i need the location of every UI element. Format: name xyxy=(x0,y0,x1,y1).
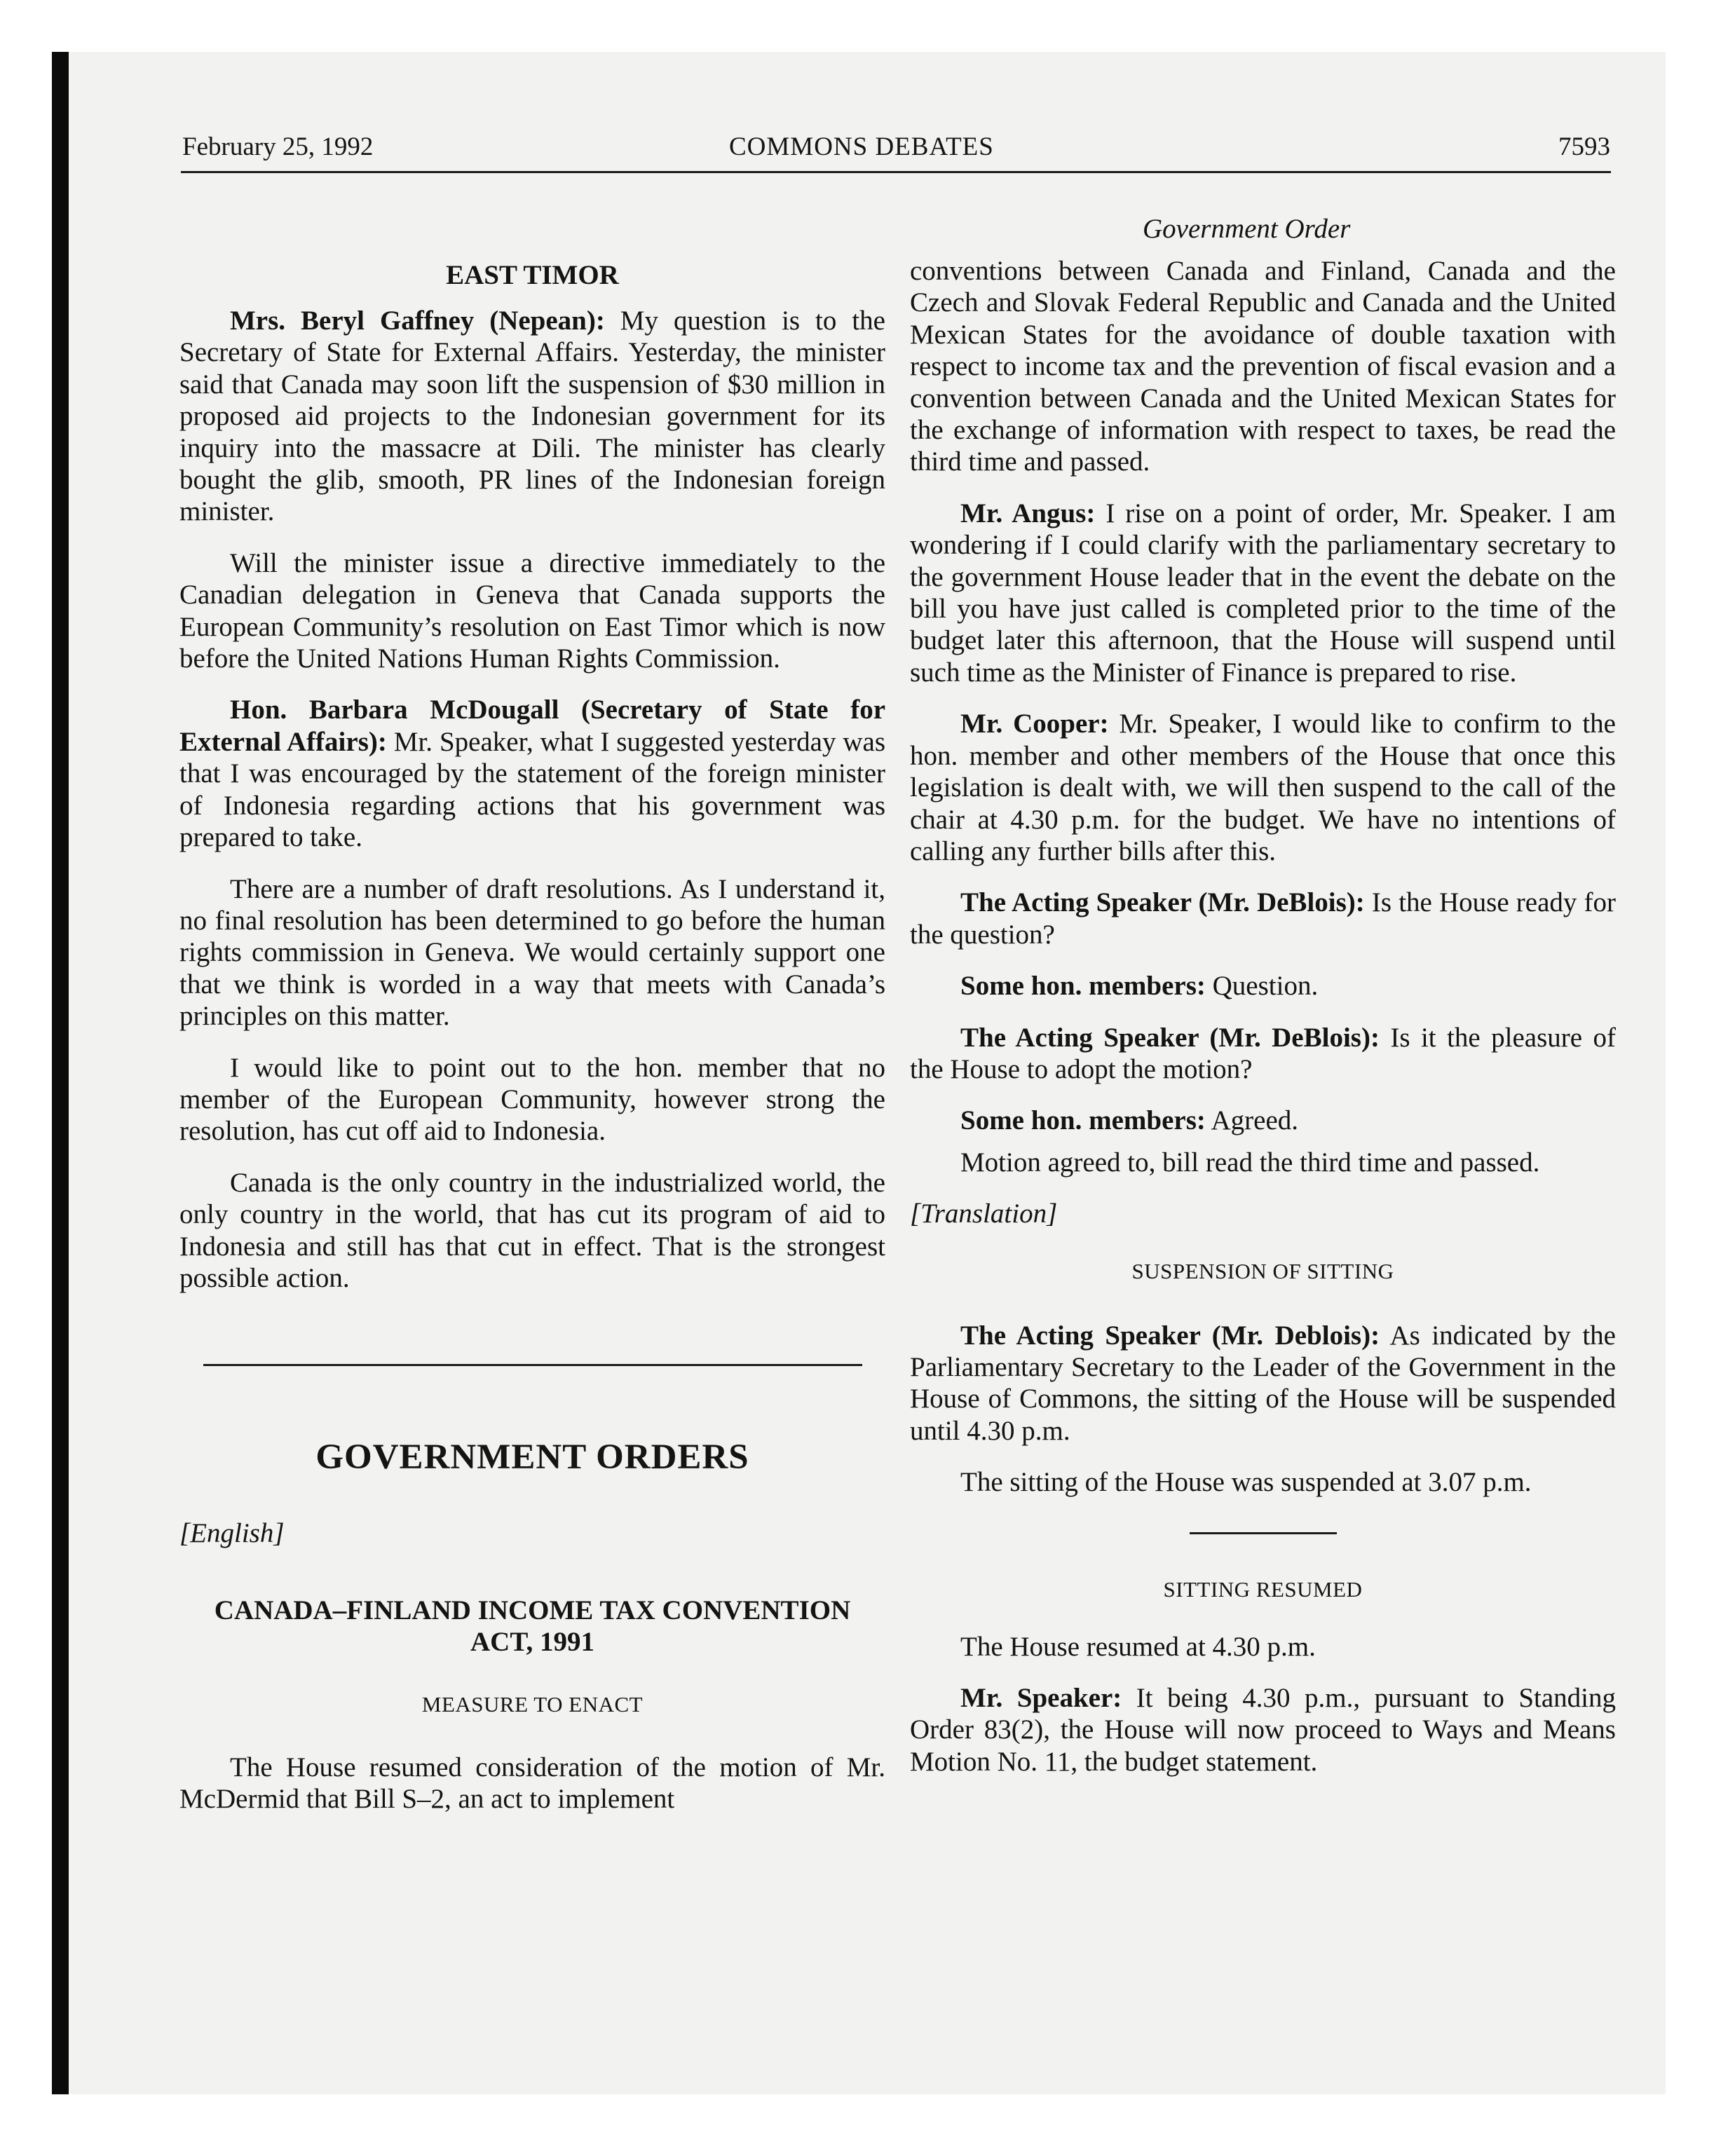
bill-heading: CANADA–FINLAND INCOME TAX CONVENTION ACT, 1991 xyxy=(214,1595,851,1657)
members-paragraph-1 xyxy=(910,970,1616,1002)
acting-speaker-paragraph-2 xyxy=(910,1022,1616,1086)
speech-text: Is it the pleasure of the House to adopt the motion? xyxy=(910,1022,1616,1084)
resumed-heading: SITTING RESUMED xyxy=(1163,1576,1363,1602)
speaker-name: The Acting Speaker (Mr. DeBlois): xyxy=(960,1022,1380,1053)
binding-edge xyxy=(52,52,69,2094)
speaker-name: Mr. Cooper: xyxy=(960,709,1109,739)
language-marker: [Translation] xyxy=(910,1199,1058,1229)
acting-speaker-paragraph-1 xyxy=(910,887,1616,950)
speech-text: I rise on a point of order, Mr. Speaker. I am wondering if I could clarify with the parliamentary secretary to the government House leader that in the event the debate on the bill you have just called is completed prior to the time of the budget later this afternoon, that the House will suspend until such time as the Minister of Finance is prepared to rise. xyxy=(910,498,1616,688)
speech-text: Is the House ready for the question? xyxy=(910,887,1617,950)
speech-text: Agreed. xyxy=(1205,1105,1299,1136)
speech-text: Mr. Speaker, I would like to confirm to the hon. member and other members of the House that once this legislation is dealt with, we will then suspend to the call of the chair at 4.30 p.m. for the budget. We have no intentions of calling any further bills after this. xyxy=(910,709,1616,866)
gaffney-paragraph xyxy=(179,305,885,528)
speaker-name: The Acting Speaker (Mr. Deblois): xyxy=(960,1320,1380,1351)
header-rule xyxy=(181,171,1611,173)
measure-heading: MEASURE TO ENACT xyxy=(421,1691,644,1717)
speaker-name: Mr. Speaker: xyxy=(960,1683,1122,1713)
cooper-paragraph xyxy=(910,708,1616,867)
resumed-time-paragraph: The House resumed at 4.30 p.m. xyxy=(960,1631,1316,1662)
language-marker: [English] xyxy=(179,1518,285,1549)
mcdougall-paragraph-3: I would like to point out to the hon. member that no member of the European Community, however strong the resolution, has cut off aid to Indonesia. xyxy=(179,1052,885,1147)
page-number: 7593 xyxy=(1558,132,1610,161)
members-paragraph-2 xyxy=(910,1105,1616,1136)
speaker-name: Hon. Barbara McDougall (Secretary of State for External Affairs): xyxy=(179,695,885,757)
running-head: Government Order xyxy=(1143,214,1351,244)
speaker-name: Some hon. members: xyxy=(960,971,1206,1002)
left-column xyxy=(179,255,885,1835)
speaker-name: Mrs. Beryl Gaffney (Nepean): xyxy=(230,306,605,336)
section-divider xyxy=(1190,1532,1337,1534)
right-column xyxy=(910,255,1616,1797)
resumed-paragraph: The House resumed consideration of the motion of Mr. McDermid that Bill S–2, an act to implement xyxy=(179,1752,885,1815)
header-title: COMMONS DEBATES xyxy=(729,132,994,161)
speaker-name: Some hon. members: xyxy=(960,1105,1206,1136)
mcdougall-paragraph-2: There are a number of draft resolutions. As I understand it, no final resolution has been determined to go before the human rights commission in Geneva. We would certainly support one that we think is worded in a way that meets with Canada’s principles on this matter. xyxy=(179,873,885,1032)
mcdougall-paragraph-4: Canada is the only country in the industrialized world, the only country in the world, that has cut its program of aid to Indonesia and still has that cut in effect. That is the strongest possible action. xyxy=(179,1167,885,1293)
motion-continuation: conventions between Canada and Finland, Canada and the Czech and Slovak Federal Republic and Canada and the United Mexican States for the avoidance of double taxation with respect to income tax and the prevention of fiscal evasion and a convention between Canada and the United Mexican States for the exchange of information with respect to taxes, be read the third time and passed. xyxy=(910,256,1616,477)
east-timor-heading: EAST TIMOR xyxy=(446,260,619,290)
speaker-paragraph xyxy=(910,1682,1616,1778)
speech-text: Mr. Speaker, what I suggested yesterday was that I was encouraged by the statement of the foreign minister of Indonesia regarding actions that his government was prepared to take. xyxy=(179,726,886,853)
mcdougall-paragraph xyxy=(179,694,885,853)
speech-text: It being 4.30 p.m., pursuant to Standing Order 83(2), the House will now proceed to Ways and Means Motion No. 11, the budget statement. xyxy=(910,1683,1616,1777)
section-divider xyxy=(203,1364,862,1366)
suspended-paragraph: The sitting of the House was suspended at 3.07 p.m. xyxy=(960,1467,1532,1498)
speech-text: Question. xyxy=(1205,971,1319,1002)
acting-speaker-paragraph-3 xyxy=(910,1320,1616,1447)
speaker-name: The Acting Speaker (Mr. DeBlois): xyxy=(960,887,1365,918)
speaker-name: Mr. Angus: xyxy=(960,498,1096,528)
speech-text: My question is to the Secretary of State for External Affairs. Yesterday, the minister said that Canada may soon lift the suspension of $30 million in proposed aid projects to the Indonesian government for its inquiry into the massacre at Dili. The minister has clearly bought the glib, smooth, PR lines of the Indonesian foreign minister. xyxy=(179,306,885,527)
gaffney-paragraph-2: Will the minister issue a directive immediately to the Canadian delegation in Geneva that Canada supports the European Community’s resolution on East Timor which is now before the United Nations Human Rights Commission. xyxy=(179,547,885,674)
angus-paragraph xyxy=(910,498,1616,688)
motion-agreed: Motion agreed to, bill read the third time and passed. xyxy=(960,1147,1540,1178)
suspension-heading: SUSPENSION OF SITTING xyxy=(1131,1258,1394,1283)
header-date: February 25, 1992 xyxy=(182,132,374,161)
speech-text: As indicated by the Parliamentary Secretary to the Leader of the Government in the House of Commons, the sitting of the House will be suspended until 4.30 p.m. xyxy=(910,1320,1616,1446)
government-orders-heading: GOVERNMENT ORDERS xyxy=(315,1438,749,1478)
